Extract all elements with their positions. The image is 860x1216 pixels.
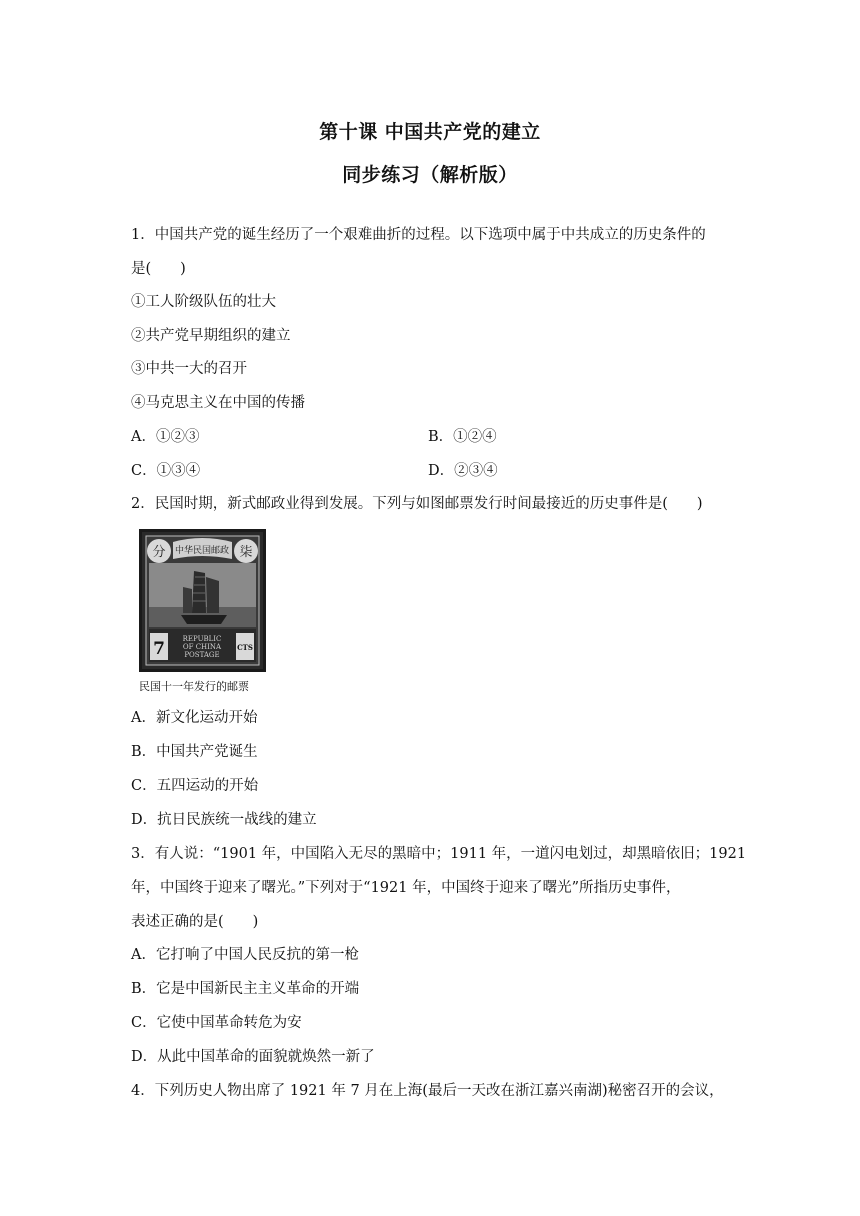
stamp-banner-text: 中华民国邮政 xyxy=(174,546,230,556)
q1-stem-line1: 1．中国共产党的诞生经历了一个艰难曲折的过程。以下选项中属于中共成立的历史条件的 xyxy=(131,227,706,243)
q2-stem-line1: 2．民国时期，新式邮政业得到发展。下列与如图邮票发行时间最接近的历史事件是( ) xyxy=(131,496,703,512)
q1-stem-line2: 是( ) xyxy=(131,261,186,277)
q1-option-a: A．①②③ xyxy=(131,429,200,445)
q1-item-1: ①工人阶级队伍的壮大 xyxy=(131,294,276,310)
q2-option-c: C．五四运动的开始 xyxy=(131,778,259,794)
q3-stem-line3: 表述正确的是( ) xyxy=(131,914,259,930)
page-subtitle: 同步练习（解析版） xyxy=(342,164,518,186)
q2-option-b: B．中国共产党诞生 xyxy=(131,744,258,760)
q3-stem-line2: 年，中国终于迎来了曙光。”下列对于“1921 年，中国终于迎来了曙光”所指历史事件， xyxy=(131,880,681,896)
stamp-bottom-line3: POSTAGE xyxy=(184,651,220,659)
stamp-top-left-char: 分 xyxy=(152,545,166,560)
stamp-value-right: CTS xyxy=(237,643,253,652)
q3-stem-line1: 3．有人说：“1901 年，中国陷入无尽的黑暗中；1911 年，一道闪电划过，却黑暗依旧；1921 xyxy=(131,846,747,862)
page-title: 第十课 中国共产党的建立 xyxy=(319,121,541,143)
stamp-bottom-line1: REPUBLIC xyxy=(182,635,222,643)
q1-option-b: B．①②④ xyxy=(428,429,497,445)
q2-option-d: D．抗日民族统一战线的建立 xyxy=(131,812,317,828)
q1-option-d: D．②③④ xyxy=(428,463,498,479)
stamp-bottom-line2: OF CHINA xyxy=(182,643,222,651)
q3-option-a: A．它打响了中国人民反抗的第一枪 xyxy=(131,947,359,963)
q1-option-c: C．①③④ xyxy=(131,463,201,479)
q2-option-a: A．新文化运动开始 xyxy=(131,710,258,726)
q4-stem-line1: 4．下列历史人物出席了 1921 年 7 月在上海(最后一天改在浙江嘉兴南湖)秘密召开的会议， xyxy=(131,1083,724,1099)
q1-item-2: ②共产党早期组织的建立 xyxy=(131,328,291,344)
q3-option-c: C．它使中国革命转危为安 xyxy=(131,1015,302,1031)
stamp-top-right-char: 柒 xyxy=(239,545,253,560)
stamp-image xyxy=(139,529,266,672)
stamp-value-left: 7 xyxy=(153,639,165,659)
q1-item-4: ④马克思主义在中国的传播 xyxy=(131,395,305,411)
q3-option-d: D．从此中国革命的面貌就焕然一新了 xyxy=(131,1049,375,1065)
stamp-caption: 民国十一年发行的邮票 xyxy=(139,680,249,693)
q1-item-3: ③中共一大的召开 xyxy=(131,361,247,377)
q3-option-b: B．它是中国新民主主义革命的开端 xyxy=(131,981,360,997)
